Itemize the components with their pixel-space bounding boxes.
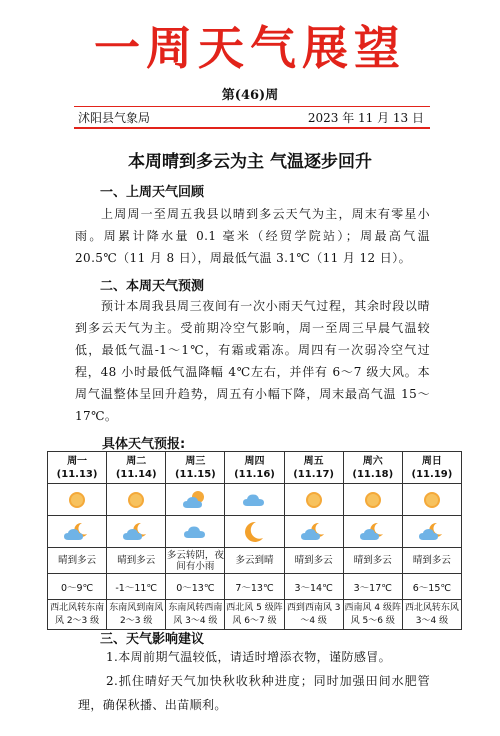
day-date: (11.15) <box>174 468 216 480</box>
day-header-cell <box>48 452 107 484</box>
wind-description: 东南风到南风 2～3 级 <box>107 600 166 630</box>
weather-description: 晴到多云 <box>343 548 402 574</box>
table-row-weather <box>48 548 462 574</box>
section-review-text: 上周周一至周五我县以晴到多云天气为主，周末有零星小雨。周累计降水量 0.1 毫米（经贸学院站）；周最高气温 20.5℃（11 月 8 日），周最低气温 3.1℃（11 月 12 日）。 <box>75 207 430 265</box>
day-date: (11.19) <box>411 468 453 480</box>
day-date: (11.17) <box>293 468 335 480</box>
table-row-night-icons <box>48 516 462 548</box>
sun-icon <box>362 489 384 511</box>
table-row-days <box>48 452 462 484</box>
table-row-day-icons <box>48 484 462 516</box>
sun-icon <box>303 489 325 511</box>
day-header-cell <box>343 452 402 484</box>
day-header-cell <box>402 452 461 484</box>
temperature-range: 0～13℃ <box>166 574 225 600</box>
forecast-table <box>47 451 462 630</box>
day-icon-cell <box>284 484 343 516</box>
cloud-icon <box>241 490 267 510</box>
header-rule-top <box>74 106 430 107</box>
night-icon-cell <box>343 516 402 548</box>
day-icon-cell <box>343 484 402 516</box>
temperature-range: 0～9℃ <box>48 574 107 600</box>
weather-description: 晴到多云 <box>284 548 343 574</box>
temperature-range: 3～17℃ <box>343 574 402 600</box>
advice-item-1: 1.本周前期气温较低，请适时增添衣物，谨防感冒。 <box>106 650 392 664</box>
day-icon-cell <box>48 484 107 516</box>
cloud-icon <box>182 522 208 542</box>
table-row-temperature <box>48 574 462 600</box>
partly-cloudy-night-icon <box>122 521 150 543</box>
weather-description: 晴到多云 <box>48 548 107 574</box>
issue-date: 2023 年 11 月 13 日 <box>307 111 424 125</box>
weather-description: 多云转阴，夜间有小雨 <box>166 549 224 572</box>
section-forecast-title: 二、本周天气预测 <box>100 279 205 294</box>
partly-cloudy-icon <box>181 489 209 511</box>
day-name: 周六 <box>362 455 383 467</box>
night-icon-cell <box>107 516 166 548</box>
weather-description: 多云到晴 <box>225 548 284 574</box>
weather-description: 晴到多云 <box>402 548 461 574</box>
day-date: (11.13) <box>56 468 98 480</box>
table-row-wind <box>48 600 462 630</box>
wind-description: 西南风 4 级阵风 5～6 级 <box>343 600 402 630</box>
headline: 本周晴到多云为主 气温逐步回升 <box>128 152 372 172</box>
section-forecast-text: 预计本周我县周三夜间有一次小雨天气过程，其余时段以晴到多云天气为主。受前期冷空气影响，周一至周三早晨气温较低，最低气温-1～1℃，有霜或霜冻。周四有一次弱冷空气过程，48 小时最低气温降幅 4℃左右，并伴有 6～7 级大风。本周气温整体呈回升趋势，周五有小幅下降，周末最高气温 15～17℃。 <box>75 299 430 423</box>
day-icon-cell <box>402 484 461 516</box>
section-review-title: 一、上周天气回顾 <box>100 185 205 200</box>
sun-icon <box>125 489 147 511</box>
wind-description: 东南风转西南风 3～4 级 <box>166 600 225 630</box>
wind-description: 西北风转东风 3～4 级 <box>402 600 461 630</box>
day-name: 周三 <box>185 455 206 467</box>
day-icon-cell <box>166 484 225 516</box>
day-header-cell <box>166 452 225 484</box>
temperature-range: 7～13℃ <box>225 574 284 600</box>
moon-icon <box>243 520 265 544</box>
partly-cloudy-night-icon <box>300 521 328 543</box>
day-date: (11.16) <box>234 468 275 480</box>
temperature-range: -1～11℃ <box>107 574 166 600</box>
night-icon-cell <box>284 516 343 548</box>
wind-description: 西北风转东南风 2～3 级 <box>48 600 107 630</box>
day-name: 周二 <box>126 455 147 467</box>
wind-description: 西到西南风 3～4 级 <box>284 600 343 630</box>
issue-number: 第(46)周 <box>221 88 279 103</box>
day-date: (11.18) <box>352 468 394 480</box>
partly-cloudy-night-icon <box>359 521 387 543</box>
day-header-cell <box>225 452 284 484</box>
partly-cloudy-night-icon <box>63 521 91 543</box>
issuing-organization: 沭阳县气象局 <box>78 111 151 125</box>
temperature-range: 3～14℃ <box>284 574 343 600</box>
sun-icon <box>421 489 443 511</box>
night-icon-cell <box>166 516 225 548</box>
night-icon-cell <box>225 516 284 548</box>
partly-cloudy-night-icon <box>418 521 446 543</box>
masthead-title: 一周天气展望 <box>94 21 406 75</box>
section-advice-title: 三、天气影响建议 <box>100 632 205 647</box>
day-name: 周一 <box>67 455 88 467</box>
day-header-cell <box>107 452 166 484</box>
day-name: 周五 <box>303 455 324 467</box>
header-rule-bottom <box>74 127 430 129</box>
day-name: 周日 <box>421 455 442 467</box>
day-icon-cell <box>107 484 166 516</box>
day-name: 周四 <box>244 455 265 467</box>
day-icon-cell <box>225 484 284 516</box>
wind-description: 西北风 5 级阵风 6～7 级 <box>225 600 284 630</box>
day-header-cell <box>284 452 343 484</box>
temperature-range: 6～15℃ <box>402 574 461 600</box>
weather-description: 晴到多云 <box>107 548 166 574</box>
header-meta <box>74 109 430 125</box>
day-date: (11.14) <box>115 468 157 480</box>
forecast-table-title: 具体天气预报: <box>102 437 186 452</box>
night-icon-cell <box>48 516 107 548</box>
advice-item-2: 2.抓住晴好天气加快秋收秋种进度；同时加强田间水肥管理，确保秋播、出苗顺利。 <box>78 674 430 712</box>
night-icon-cell <box>402 516 461 548</box>
sun-icon <box>66 489 88 511</box>
